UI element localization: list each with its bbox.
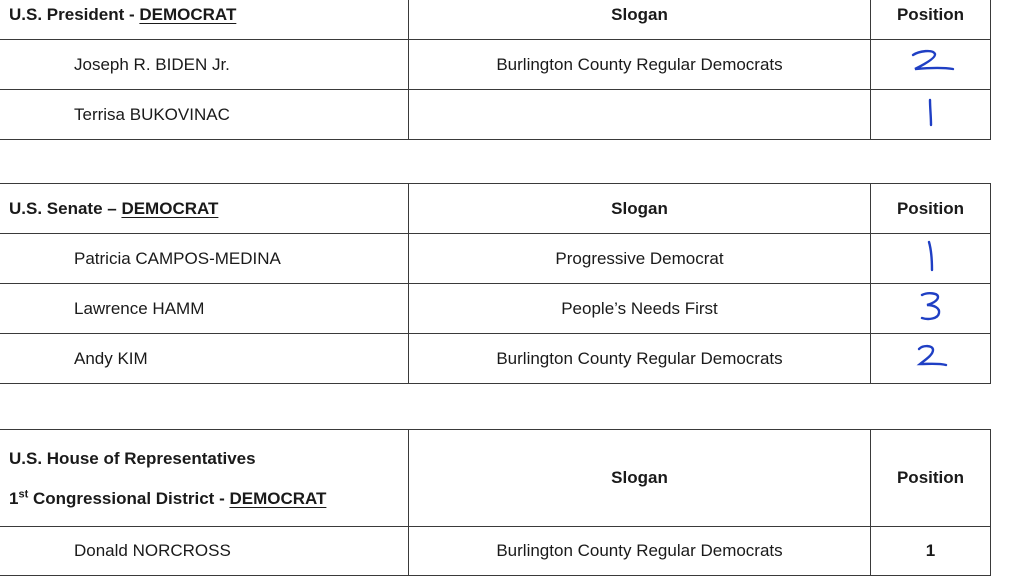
house-table bbox=[0, 429, 991, 576]
candidate-slogan: Burlington County Regular Democrats bbox=[409, 40, 871, 90]
senate-table bbox=[0, 183, 991, 384]
president-table bbox=[0, 0, 991, 140]
party-label: DEMOCRAT bbox=[229, 488, 327, 508]
candidate-slogan: People’s Needs First bbox=[409, 284, 871, 334]
office-label: U.S. House of Representatives bbox=[9, 448, 256, 468]
table-row bbox=[0, 334, 991, 384]
table-header-row bbox=[0, 0, 991, 40]
candidate-slogan: Progressive Democrat bbox=[409, 234, 871, 284]
district-label: 1st Congressional District - DEMOCRAT bbox=[9, 487, 327, 508]
slogan-header: Slogan bbox=[409, 430, 871, 527]
position-header: Position bbox=[871, 430, 991, 527]
slogan-header: Slogan bbox=[409, 0, 871, 40]
table-header-row bbox=[0, 430, 991, 527]
handwritten-digit-2 bbox=[911, 341, 951, 371]
office-title bbox=[0, 0, 409, 40]
handwritten-position bbox=[871, 334, 991, 384]
office-label: U.S. President - bbox=[9, 5, 140, 24]
office-label: U.S. Senate – bbox=[9, 198, 122, 218]
candidate-name: Donald NORCROSS bbox=[0, 527, 409, 576]
handwritten-position bbox=[871, 40, 991, 90]
table-row bbox=[0, 284, 991, 334]
handwritten-position bbox=[871, 234, 991, 284]
candidate-name: Patricia CAMPOS-MEDINA bbox=[0, 234, 409, 284]
slogan-header: Slogan bbox=[409, 184, 871, 234]
candidate-name: Joseph R. BIDEN Jr. bbox=[0, 40, 409, 90]
office-title bbox=[0, 184, 409, 234]
candidate-name: Terrisa BUKOVINAC bbox=[0, 90, 409, 140]
party-label: DEMOCRAT bbox=[139, 5, 237, 24]
position-header: Position bbox=[871, 0, 991, 40]
handwritten-digit-1 bbox=[921, 96, 941, 128]
handwritten-digit-2 bbox=[905, 47, 957, 77]
party-label: DEMOCRAT bbox=[121, 198, 219, 218]
candidate-slogan: Burlington County Regular Democrats bbox=[409, 527, 871, 576]
table-row bbox=[0, 40, 991, 90]
office-title bbox=[0, 430, 409, 527]
candidate-name: Lawrence HAMM bbox=[0, 284, 409, 334]
candidate-slogan bbox=[409, 90, 871, 140]
table-row bbox=[0, 234, 991, 284]
position-header: Position bbox=[871, 184, 991, 234]
table-row bbox=[0, 90, 991, 140]
handwritten-digit-3 bbox=[916, 289, 946, 323]
candidate-position: 1 bbox=[871, 527, 991, 576]
table-header-row bbox=[0, 184, 991, 234]
handwritten-position bbox=[871, 90, 991, 140]
handwritten-digit-1 bbox=[921, 239, 941, 273]
candidate-slogan: Burlington County Regular Democrats bbox=[409, 334, 871, 384]
table-row bbox=[0, 527, 991, 576]
handwritten-position bbox=[871, 284, 991, 334]
candidate-name: Andy KIM bbox=[0, 334, 409, 384]
